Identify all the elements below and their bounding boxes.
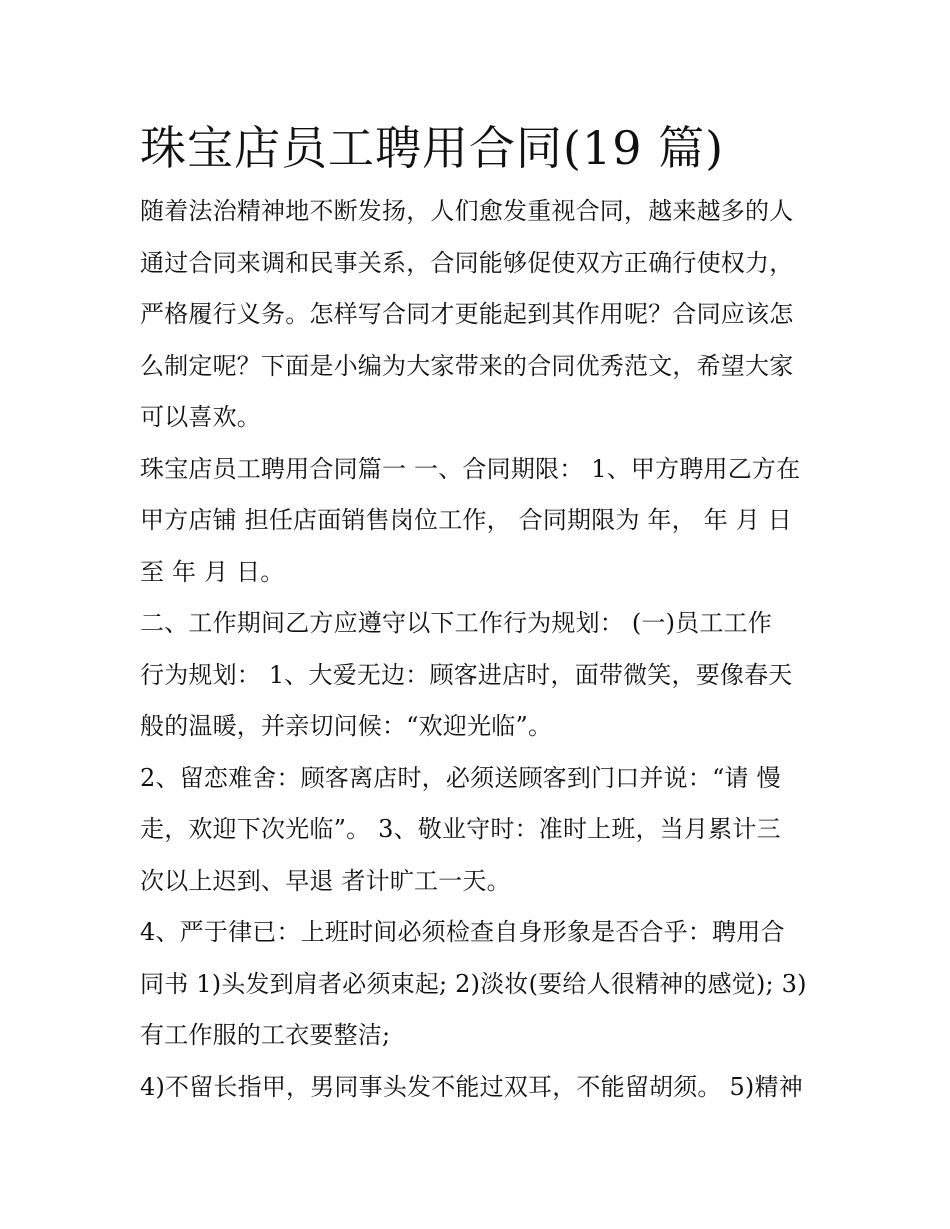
paragraph-work-rules — [140, 598, 830, 753]
text-line: 般的温暖，并亲切问候：“欢迎光临”。 — [140, 712, 553, 740]
document-page — [140, 110, 830, 1113]
text-line: 同书 1)头发到肩者必须束起; 2)淡妆(要给人很精神的感觉); 3) — [140, 969, 807, 998]
text-line: 可以喜欢。 — [140, 403, 261, 431]
paragraph-rule-2-3 — [140, 753, 830, 908]
text-line: 甲方店铺 担任店面销售岗位工作， 合同期限为 年， 年 月 日 — [140, 506, 792, 534]
paragraph-intro — [140, 186, 830, 444]
text-line: 严格履行义务。怎样写合同才更能起到其作用呢？合同应该怎 — [140, 300, 794, 328]
paragraph-rule-4-continued — [140, 1062, 830, 1114]
text-line: 二、工作期间乙方应遵守以下工作行为规划： (一)员工工作 — [140, 609, 772, 637]
text-line: 么制定呢？下面是小编为大家带来的合同优秀范文，希望大家 — [140, 351, 794, 380]
text-line: 行为规划： 1、大爱无边：顾客进店时，面带微笑，要像春天 — [140, 660, 793, 689]
text-line: 有工作服的工衣要整洁; — [140, 1021, 391, 1049]
text-line: 走，欢迎下次光临”。 3、敬业守时：准时上班，当月累计三 — [140, 815, 781, 843]
text-line: 随着法治精神地不断发扬，人们愈发重视合同，越来越多的人 — [140, 197, 794, 225]
text-line: 至 年 月 日。 — [140, 557, 285, 586]
text-line: 通过合同来调和民事关系，合同能够促使双方正确行使权力， — [140, 248, 794, 277]
text-line: 4)不留长指甲，男同事头发不能过双耳，不能留胡须。 5)精神 — [140, 1072, 803, 1101]
paragraph-contract-term — [140, 444, 830, 599]
text-line: 珠宝店员工聘用合同篇一 一、合同期限： 1、甲方聘用乙方在 — [140, 454, 801, 483]
text-line: 次以上迟到、早退 者计旷工一天。 — [140, 866, 511, 895]
text-line: 4、严于律已：上班时间必须检查自身形象是否合乎：聘用合 — [140, 918, 785, 946]
paragraph-rule-4 — [140, 907, 830, 1062]
document-title: 珠宝店员工聘用合同(19 篇) — [140, 121, 725, 175]
text-line: 2、留恋难舍：顾客离店时，必须送顾客到门口并说：“请 慢 — [140, 763, 781, 792]
